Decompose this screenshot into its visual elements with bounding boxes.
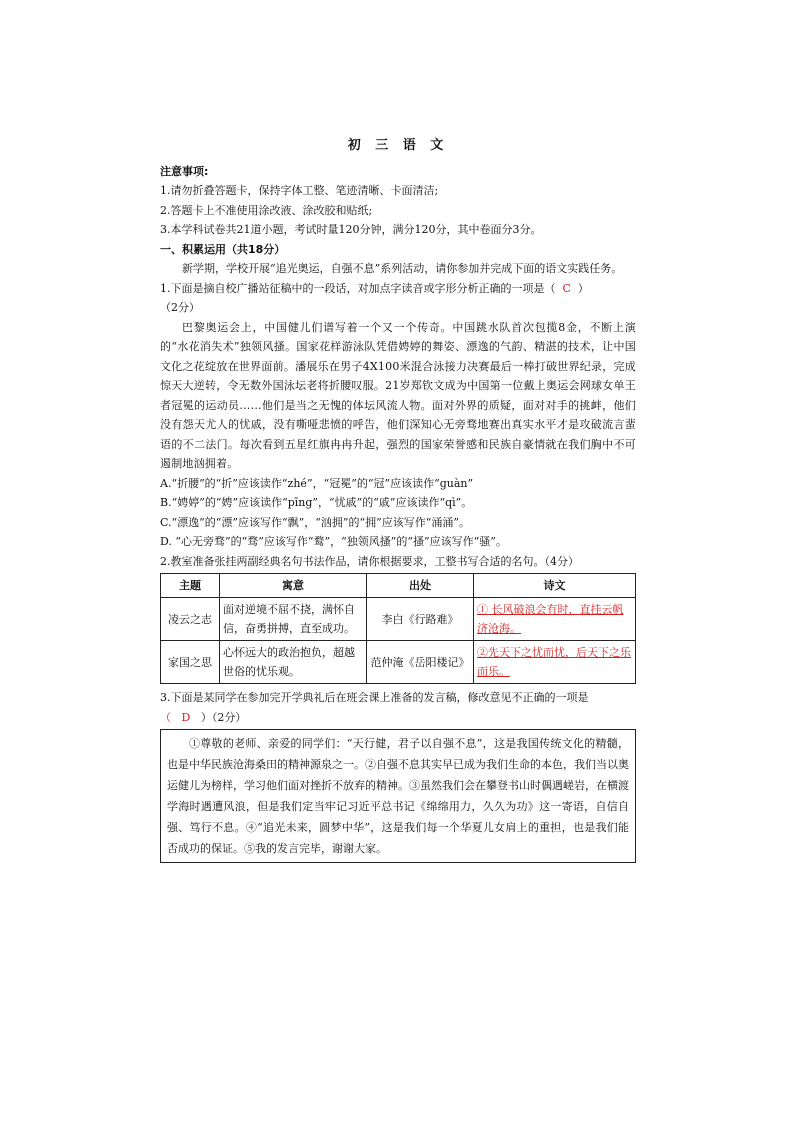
table-header: 出处 xyxy=(367,574,474,598)
exam-page xyxy=(160,136,636,863)
answer-mark: C xyxy=(562,281,571,295)
question-score: （2分） xyxy=(160,301,200,314)
source-cell: 范仲淹《岳阳楼记》 xyxy=(367,641,474,684)
meaning-cell: 面对逆境不屈不挠，满怀自信，奋勇拼搏，直至成功。 xyxy=(220,598,367,641)
option-a: A.“折腰”的“折”应该读作“zhé”，“冠冕”的“冠”应该读作“guàn” xyxy=(160,476,474,490)
section-heading: 一、积累运用（共18分） xyxy=(160,242,286,256)
meaning-cell: 心怀远大的政治抱负，超越世俗的忧乐观。 xyxy=(220,641,367,684)
table-row xyxy=(161,598,636,641)
question-passage: 巴黎奥运会上，中国健儿们谱写着一个又一个传奇。中国跳水队首次包揽8金，不断上演的“水花消失术”独领风搔。国家花样游泳队凭借娉婷的舞姿、漂逸的气韵、精湛的技术，让中国文化之花绽放在世界面前。潘展乐在男子4X100米混合泳接力决赛最后一棒打破世界纪录，完成惊天大逆转，令无数外国泳坛老将折腰叹服。21岁郑钦文成为中国第一位戴上奥运会网球女单王者冠冕的运动员……他们是当之无愧的体坛风流人物。面对外界的质疑，面对对手的挑衅，他们没有怨天尤人的忧戚，没有嘶哑悲愤的呼告，他们深知心无旁骛地赛出真实水平才是攻破流言蜚语的不二法门。每次看到五星红旗冉冉升起，强烈的国家荣誉感和民族自豪情就在我们胸中不可遏制地汹拥着。 xyxy=(160,320,636,470)
poem-answer-cell: ① 长风破浪会有时，直挂云帆济沧海。 xyxy=(474,598,636,641)
section-intro: 新学期，学校开展“追光奥运，自强不息”系列活动，请你参加并完成下面的语文实践任务。 xyxy=(182,262,623,275)
notice-heading: 注意事项: xyxy=(160,164,209,178)
speech-passage-box: ①尊敬的老师、亲爱的同学们：“天行健，君子以自强不息”，这是我国传统文化的精髓，也是中华民族沧海桑田的精神源泉之一。②自强不息其实早已成为我们生命的本色，我们当以奥运健儿为榜样，学习他们面对挫折不放弃的精神。③虽然我们会在攀登书山时偶遇嵯岩，在横渡学海时遇遭风浪，但是我们定当牢记习近平总书记《绵绵用力，久久为功》这一寄语，自信自强、笃行不息。④“追光未来，圆梦中华”，这是我们每一个华夏儿女肩上的重担，也是我们能否成功的保证。⑤我的发言完毕，谢谢大家。 xyxy=(160,729,636,863)
table-header: 寓意 xyxy=(220,574,367,598)
theme-cell: 凌云之志 xyxy=(161,598,220,641)
option-d: D. “心无旁骛”的“骛”应该写作“鹜”，“独领风搔”的“搔”应该写作“骚”。 xyxy=(160,535,507,548)
option-c: C.“漂逸”的“漂”应该写作“飘”，“汹拥”的“拥”应该写作“涌涌”。 xyxy=(160,515,471,529)
table-header: 诗文 xyxy=(474,574,636,598)
answer-mark: D xyxy=(181,710,191,724)
answer-line: （ D ）（2分） xyxy=(160,710,247,724)
quotes-table xyxy=(160,573,636,684)
table-header: 主题 xyxy=(161,574,220,598)
notice-item: 2.答题卡上不准使用涂改液、涂改胶和贴纸; xyxy=(160,203,373,217)
question-2-stem: 2.教室准备张挂两副经典名句书法作品，请你根据要求，工整书写合适的名句。（4分） xyxy=(160,554,579,568)
table-header-row xyxy=(161,574,636,598)
question-3 xyxy=(160,688,636,727)
question-stem: 3.下面是某同学在参加完开学典礼后在班会课上准备的发言稿，修改意见不正确的一项是 xyxy=(160,691,589,704)
question-1: 1.下面是摘自校广播站征稿中的一段话，对加点字读音或字形分析正确的一项是（ C ） （2分） xyxy=(160,279,636,318)
notice-item: 3.本学科试卷共21道小题，考试时量120分钟，满分120分，其中卷面分3分。 xyxy=(160,223,542,236)
source-cell: 李白《行路难》 xyxy=(367,598,474,641)
theme-cell: 家国之思 xyxy=(161,641,220,684)
notice-item: 1.请勿折叠答题卡，保持字体工整、笔迹清晰、卡面清洁; xyxy=(160,184,439,197)
option-b: B.“娉婷”的“娉”应该读作“pīng”，“忧戚”的“戚”应该读作“qì”。 xyxy=(160,496,473,509)
question-stem: 1.下面是摘自校广播站征稿中的一段话，对加点字读音或字形分析正确的一项是（ xyxy=(160,281,556,295)
page-title: 初 三 语 文 xyxy=(347,138,449,153)
table-row xyxy=(161,641,636,684)
poem-answer-cell: ②先天下之忧而忧，后天下之乐而乐。 xyxy=(474,641,636,684)
